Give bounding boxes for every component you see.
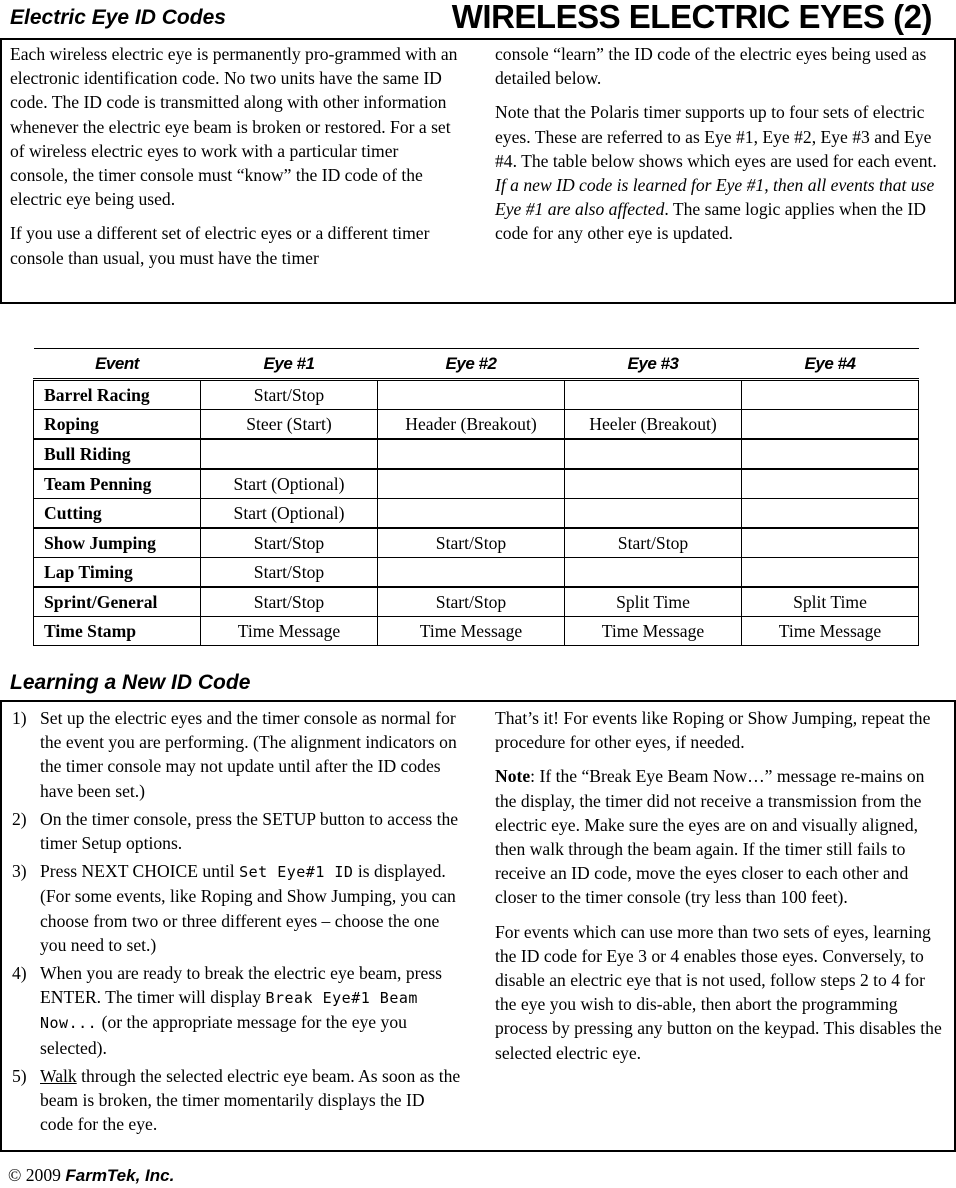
eye-cell: Start (Optional) [201, 499, 378, 529]
list-item [12, 1064, 462, 1137]
step-text-pre: When you are ready to break the electric eye beam, press ENTER. The timer will display [40, 963, 443, 1008]
intro-box [0, 38, 956, 304]
eye-cell: Time Message [378, 617, 565, 646]
eye-cell [378, 469, 565, 499]
step-text: On the timer console, press the SETUP button to access the timer Setup options. [40, 808, 459, 854]
copyright: © 2009 [8, 1165, 66, 1185]
event-name: Cutting [34, 499, 201, 529]
display-message-code: Break Eye#1 Beam Now... [40, 989, 418, 1033]
learning-section-title: Learning a New ID Code [10, 671, 251, 694]
note-paragraph [495, 764, 947, 909]
eye-cell [742, 469, 919, 499]
list-item [12, 859, 462, 957]
event-name: Team Penning [34, 469, 201, 499]
eye-cell [201, 439, 378, 469]
intro-paragraph-1: Each wireless electric eye is permanently pro-grammed with an electronic identification code. No two units have the same ID code. The ID code is transmitted along with other information whenever the electric eye beam is broken or restored. For a set of wireless electric eyes to work with a particular timer console, the timer console must “know” the ID code of the electric eye being used. [10, 44, 458, 210]
step-number: 5) [12, 1065, 27, 1086]
list-item [12, 706, 462, 803]
list-item [12, 807, 462, 855]
header-eye2: Eye #2 [378, 349, 565, 380]
right-paragraph-1: That’s it! For events like Roping or Show Jumping, repeat the procedure for other eyes, if needed. [495, 708, 931, 753]
eye-cell: Start (Optional) [201, 469, 378, 499]
eye-cell [742, 558, 919, 588]
eye-cell: Time Message [201, 617, 378, 646]
eye-cell [742, 380, 919, 410]
table-row [34, 469, 919, 499]
table-row [34, 528, 919, 558]
eye-cell [742, 499, 919, 529]
event-name: Lap Timing [34, 558, 201, 588]
list-item [12, 961, 462, 1060]
event-name: Sprint/General [34, 587, 201, 617]
step-underlined-word: Walk [40, 1065, 77, 1086]
eye-cell [565, 469, 742, 499]
step-number: 4) [12, 963, 27, 984]
intro-paragraph-3: Note that the Polaris timer supports up to four sets of electric eyes. These are referred to as Eye #1, Eye #2, Eye #3 and Eye #4. The table below shows which eyes are used for each event. If a new ID code is learned for Eye #1, then all events that use Eye #1 are also affected. The same logic applies when the ID code for any other eye is updated. [495, 102, 937, 244]
eye-cell [565, 499, 742, 529]
table-row [34, 587, 919, 617]
table-row [34, 410, 919, 440]
event-name: Show Jumping [34, 528, 201, 558]
eye-cell: Start/Stop [201, 587, 378, 617]
eye-cell: Header (Breakout) [378, 410, 565, 440]
eye-cell [378, 439, 565, 469]
eye-cell: Time Message [742, 617, 919, 646]
eye-assignment-table [33, 348, 919, 646]
eye-cell: Start/Stop [201, 528, 378, 558]
step-number: 2) [12, 808, 27, 829]
table-row [34, 617, 919, 646]
step-text-post: is displayed. (For some events, like Roping and Show Jumping, you can choose from two or three different eyes – choose the one you need to set.) [40, 861, 456, 955]
event-name: Roping [34, 410, 201, 440]
table-header-row [34, 349, 919, 380]
event-name: Bull Riding [34, 439, 201, 469]
eye-cell: Start/Stop [201, 558, 378, 588]
step-text: Set up the electric eyes and the timer console as normal for the event you are performing. (The alignment indicators on the timer console may not update until after the ID codes have been set.) [40, 708, 457, 801]
intro-paragraph-2a: If you use a different set of electric eyes or a different timer console than usual, you must have the timer [10, 223, 430, 268]
eye-cell: Start/Stop [378, 528, 565, 558]
table-row [34, 380, 919, 410]
step-text-pre: Press NEXT CHOICE until [40, 861, 240, 882]
right-paragraph-3: For events which can use more than two sets of eyes, learning the ID code for Eye 3 or 4 enables those eyes. Conversely, to disable an electric eye that is not used, follow steps 2 to 4 for the eye you wish to dis-able, then abort the programming process by pressing any button on the keypad. This disables the selected electric eye. [495, 921, 942, 1063]
page-title: WIRELESS ELECTRIC EYES (2) [451, 0, 932, 35]
intro-paragraph-2b: console “learn” the ID code of the electric eyes being used as detailed below. [495, 44, 927, 89]
eye-cell: Heeler (Breakout) [565, 410, 742, 440]
eye-cell: Start/Stop [378, 587, 565, 617]
header-eye1: Eye #1 [201, 349, 378, 380]
eye-cell: Steer (Start) [201, 410, 378, 440]
header-eye4: Eye #4 [742, 349, 919, 380]
table-row [34, 439, 919, 469]
learning-box [0, 700, 956, 1152]
event-name: Time Stamp [34, 617, 201, 646]
eye-cell [565, 558, 742, 588]
event-name: Barrel Racing [34, 380, 201, 410]
step-number: 3) [12, 861, 27, 882]
company-name: FarmTek, Inc. [65, 1166, 175, 1185]
note-label: Note [495, 766, 531, 787]
step-number: 1) [12, 708, 27, 728]
footer [8, 1165, 174, 1186]
eye-cell: Split Time [742, 587, 919, 617]
eye-cell: Split Time [565, 587, 742, 617]
learning-column-right [495, 706, 947, 1075]
eye-cell [378, 380, 565, 410]
section-label: Electric Eye ID Codes [10, 6, 226, 29]
intro-column-right [495, 42, 945, 256]
eye-cell [742, 528, 919, 558]
note-text: : If the “Break Eye Beam Now…” message re-mains on the display, the timer did not receive a transmission from the electric eye. Make sure the eyes are on and visually aligned, then walk through the beam again. If the timer still fails to receive an ID code, move the eyes closer to each other and closer to the timer console (try less than 100 feet). [495, 766, 925, 908]
eye-cell [742, 410, 919, 440]
eye-cell [565, 380, 742, 410]
eye-cell [565, 439, 742, 469]
display-message-code: Set Eye#1 ID [239, 863, 354, 882]
eye-cell [742, 439, 919, 469]
eye-cell: Start/Stop [201, 380, 378, 410]
eye-cell [378, 499, 565, 529]
eye-cell: Start/Stop [565, 528, 742, 558]
step-text-post: through the selected electric eye beam. As soon as the beam is broken, the timer momentarily displays the ID code for the eye. [40, 1065, 461, 1135]
table-row [34, 499, 919, 529]
eye-cell: Time Message [565, 617, 742, 646]
step-text-post: (or the appropriate message for the eye you selected). [40, 1012, 407, 1058]
intro-column-left [10, 42, 458, 280]
steps-list [12, 706, 462, 1140]
table-row [34, 558, 919, 588]
header-eye3: Eye #3 [565, 349, 742, 380]
header-event: Event [34, 349, 201, 380]
eye-cell [378, 558, 565, 588]
